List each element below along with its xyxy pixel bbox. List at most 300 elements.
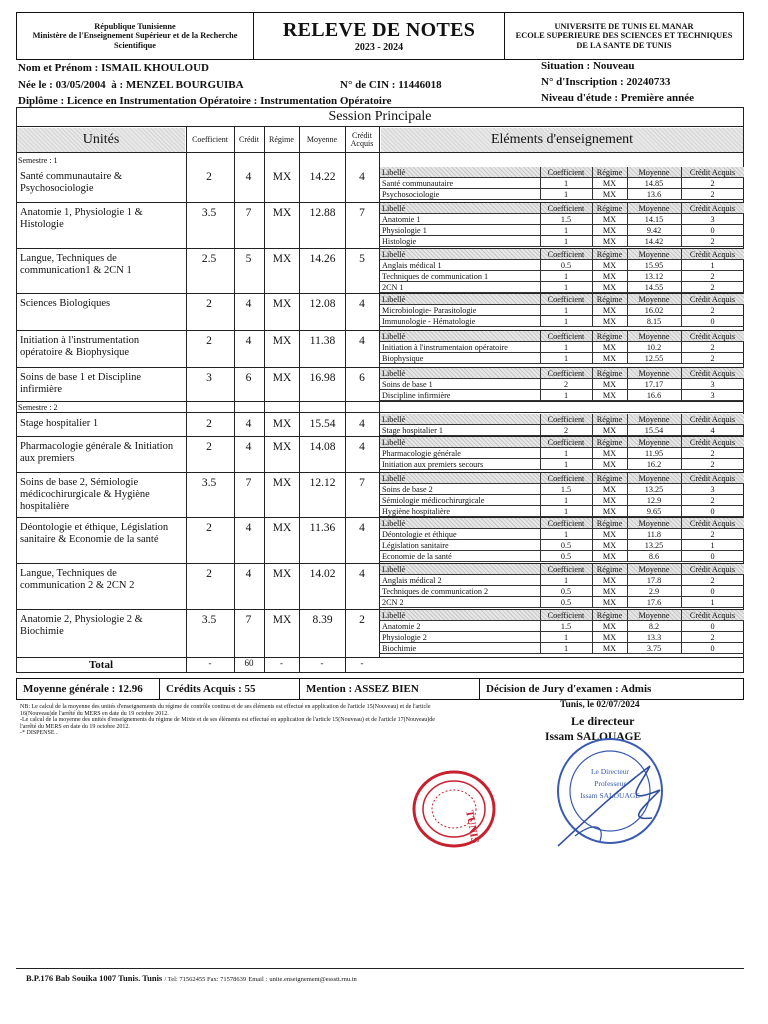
element-col-divider bbox=[681, 610, 682, 654]
ministry-label: Ministère de l'Enseignement Supérieur et de la Recherche Scientifique bbox=[32, 31, 238, 50]
level-label: Niveau d'étude : bbox=[541, 92, 618, 104]
sub-header-credit-acquis: Crédit Acquis bbox=[689, 415, 736, 424]
element-row bbox=[380, 425, 744, 436]
sub-header-moyenne: Moyenne bbox=[638, 565, 670, 574]
unit-moyenne: 15.54 bbox=[309, 418, 336, 430]
unit-coefficient: 2 bbox=[206, 335, 212, 347]
elements-table bbox=[380, 167, 744, 200]
unit-moyenne: 11.38 bbox=[309, 335, 336, 347]
unit-credit-acquis: 6 bbox=[359, 372, 365, 384]
element-cell: 3 bbox=[710, 485, 715, 494]
unit-regime: MX bbox=[272, 418, 292, 430]
sub-header-regime: Régime bbox=[596, 295, 623, 304]
element-cell: 1.5 bbox=[560, 485, 572, 494]
element-cell: Microbiologie- Parasitologie bbox=[382, 306, 477, 315]
document-header bbox=[16, 12, 744, 60]
situation-line bbox=[541, 60, 635, 72]
sub-header-moyenne: Moyenne bbox=[638, 204, 670, 213]
element-col-divider bbox=[627, 368, 628, 401]
unit-name: Anatomie 1, Physiologie 1 & Histologie bbox=[20, 207, 143, 230]
element-cell: 0.5 bbox=[560, 552, 572, 561]
element-cell: 14.85 bbox=[644, 179, 664, 188]
unit-moyenne: 12.08 bbox=[309, 298, 336, 310]
title-box bbox=[254, 12, 504, 60]
element-cell: 1 bbox=[563, 530, 569, 539]
element-cell: Histologie bbox=[382, 237, 417, 246]
sub-header-moyenne: Moyenne bbox=[638, 474, 670, 483]
element-cell: 12.55 bbox=[644, 354, 664, 363]
element-cell: MX bbox=[602, 507, 617, 516]
element-col-divider bbox=[592, 294, 593, 327]
element-cell: MX bbox=[602, 391, 617, 400]
element-col-divider bbox=[681, 249, 682, 293]
student-name: ISMAIL KHOULOUD bbox=[101, 62, 209, 74]
element-cell: 3 bbox=[710, 391, 715, 400]
element-cell: 2 bbox=[710, 576, 715, 585]
jury-decision: Décision de Jury d'examen : Admis bbox=[486, 683, 652, 695]
element-cell: Biophysique bbox=[382, 354, 424, 363]
header-units: Unités bbox=[82, 132, 120, 147]
elements-table bbox=[380, 437, 744, 470]
element-col-divider bbox=[592, 331, 593, 364]
element-col-divider bbox=[627, 610, 628, 654]
element-col-divider bbox=[540, 294, 541, 327]
unit-name: Langue, Techniques de communication 2 & 2CN 2 bbox=[20, 568, 135, 591]
unit-credit: 4 bbox=[245, 441, 252, 453]
sub-header-moyenne: Moyenne bbox=[638, 168, 670, 177]
element-col-divider bbox=[627, 473, 628, 517]
elements-table bbox=[380, 518, 744, 562]
element-cell: 13.6 bbox=[646, 190, 662, 199]
unit-credit: 6 bbox=[245, 372, 252, 384]
element-row bbox=[380, 575, 744, 586]
total-coefficient: - bbox=[208, 658, 212, 668]
unit-regime: MX bbox=[272, 477, 292, 489]
element-col-divider bbox=[627, 414, 628, 436]
unit-coefficient: 2 bbox=[206, 568, 212, 580]
unit-regime: MX bbox=[272, 253, 292, 265]
elements-header-row bbox=[380, 437, 744, 448]
element-cell: 2 bbox=[710, 272, 715, 281]
birth-date: 03/05/2004 bbox=[55, 79, 106, 91]
total-label: Total bbox=[88, 659, 114, 671]
credits-acquired: Crédits Acquis : 55 bbox=[160, 679, 300, 699]
element-cell: 15.95 bbox=[644, 261, 664, 270]
unit-credit-acquis: 4 bbox=[359, 522, 365, 534]
element-cell: MX bbox=[602, 343, 617, 352]
element-cell: MX bbox=[602, 215, 617, 224]
sub-header-moyenne: Moyenne bbox=[638, 519, 670, 528]
sub-header-regime: Régime bbox=[596, 369, 623, 378]
element-col-divider bbox=[681, 294, 682, 327]
element-col-divider bbox=[681, 331, 682, 364]
element-cell: 2 bbox=[710, 449, 715, 458]
element-cell: MX bbox=[602, 552, 617, 561]
element-cell: MX bbox=[602, 380, 617, 389]
university-label: UNIVERSITE DE TUNIS EL MANAR bbox=[554, 22, 694, 32]
element-col-divider bbox=[592, 564, 593, 608]
footer-address: B.P.176 Bab Souika 1007 Tunis. Tunis bbox=[26, 973, 163, 983]
diploma-value: Licence en Instrumentation Opératoire : Instrumentation Opératoire bbox=[66, 95, 392, 107]
student-name-label: Nom et Prénom : bbox=[18, 62, 99, 74]
sub-header-credit-acquis: Crédit Acquis bbox=[689, 438, 736, 447]
unit-credit-acquis: 7 bbox=[359, 477, 365, 489]
sub-header-moyenne: Moyenne bbox=[638, 611, 670, 620]
element-cell: Economie de la santé bbox=[382, 552, 452, 561]
unit-moyenne: 14.02 bbox=[309, 568, 336, 580]
footnote: NB: Le calcul de la moyenne des unités d'enseignements du régime de contrôle continu et de ses éléments est effectué en application de l'article 15(Nouveau) et de l'article 16(Nouveau)de l'arrêté du MERS en date du 19 octobre 2012. bbox=[20, 704, 431, 717]
element-cell: 14.15 bbox=[644, 215, 664, 224]
unit-credit-acquis: 4 bbox=[359, 568, 365, 580]
element-cell: 2 bbox=[710, 306, 715, 315]
element-row bbox=[380, 225, 744, 236]
element-cell: Pharmacologie générale bbox=[382, 449, 461, 458]
sub-header-regime: Régime bbox=[596, 565, 623, 574]
element-row bbox=[380, 214, 744, 225]
sub-header-credit-acquis: Crédit Acquis bbox=[689, 204, 736, 213]
element-cell: Anatomie 1 bbox=[382, 215, 421, 224]
element-col-divider bbox=[681, 167, 682, 200]
unit-credit: 4 bbox=[245, 418, 252, 430]
header-credit: Crédit bbox=[239, 135, 259, 144]
row-divider bbox=[16, 152, 744, 153]
element-cell: 8.6 bbox=[648, 552, 660, 561]
footer-email: unite.enseignement@essstt.rnu.tn bbox=[269, 976, 357, 983]
element-cell: 3.75 bbox=[646, 644, 662, 653]
elements-header-row bbox=[380, 414, 744, 425]
unit-moyenne: 8.39 bbox=[312, 614, 333, 626]
elements-header-row bbox=[380, 249, 744, 260]
element-col-divider bbox=[627, 167, 628, 200]
element-cell: 1 bbox=[563, 391, 569, 400]
birth-place: MENZEL BOURGUIBA bbox=[125, 79, 244, 91]
element-col-divider bbox=[540, 331, 541, 364]
unit-moyenne: 12.12 bbox=[309, 477, 336, 489]
unit-regime: MX bbox=[272, 568, 292, 580]
element-col-divider bbox=[592, 610, 593, 654]
element-cell: 1 bbox=[563, 633, 569, 642]
elements-table bbox=[380, 564, 744, 608]
element-row bbox=[380, 529, 744, 540]
elements-header-row bbox=[380, 203, 744, 214]
element-cell: 1 bbox=[563, 644, 569, 653]
element-row bbox=[380, 484, 744, 495]
element-cell: MX bbox=[602, 306, 617, 315]
element-row bbox=[380, 189, 744, 200]
element-col-divider bbox=[592, 518, 593, 562]
unit-name: Sciences Biologiques bbox=[20, 298, 111, 309]
sub-header-libelle: Libellé bbox=[382, 168, 406, 177]
unit-name: Santé communautaire & Psychosociologie bbox=[20, 171, 123, 194]
element-cell: MX bbox=[602, 485, 617, 494]
elements-header-row bbox=[380, 518, 744, 529]
element-col-divider bbox=[540, 203, 541, 247]
unit-coefficient: 2 bbox=[206, 418, 212, 430]
elements-table bbox=[380, 610, 744, 654]
element-cell: 2 bbox=[710, 633, 715, 642]
element-row bbox=[380, 632, 744, 643]
element-row bbox=[380, 597, 744, 608]
ministry-box bbox=[16, 12, 254, 60]
sub-header-coefficient: Coefficient bbox=[547, 565, 585, 574]
unit-name: Soins de base 2, Sémiologie médicochirurgicale & Hygiène hospitalière bbox=[20, 477, 150, 512]
level-value: Première année bbox=[620, 92, 694, 104]
header-coefficient: Coefficient bbox=[192, 135, 228, 144]
element-row bbox=[380, 178, 744, 189]
element-col-divider bbox=[627, 518, 628, 562]
cin-number: 11446018 bbox=[398, 79, 442, 91]
element-cell: 1 bbox=[563, 237, 569, 246]
element-col-divider bbox=[681, 414, 682, 436]
unit-coefficient: 3.5 bbox=[201, 207, 217, 219]
elements-header-row bbox=[380, 331, 744, 342]
element-cell: Anglais médical 1 bbox=[382, 261, 442, 270]
element-cell: 12.9 bbox=[646, 496, 662, 505]
footer-phones: / Tel: 71562455 Fax: 71578639 bbox=[164, 976, 247, 983]
element-cell: 8.15 bbox=[646, 317, 662, 326]
element-cell: 2 bbox=[710, 190, 715, 199]
element-cell: 0 bbox=[710, 507, 715, 516]
row-divider bbox=[16, 657, 744, 658]
place-date: Tunis, le 02/07/2024 bbox=[560, 700, 640, 710]
element-cell: 1 bbox=[563, 449, 569, 458]
element-cell: MX bbox=[602, 426, 617, 435]
element-cell: Physiologie 1 bbox=[382, 226, 427, 235]
element-cell: 16.2 bbox=[646, 460, 662, 469]
sub-header-credit-acquis: Crédit Acquis bbox=[689, 611, 736, 620]
element-cell: 1 bbox=[563, 496, 569, 505]
inscription-number: 20240733 bbox=[626, 76, 671, 88]
element-cell: 15.54 bbox=[644, 426, 664, 435]
element-cell: Techniques de communication 2 bbox=[382, 587, 489, 596]
cin-label: N° de CIN : bbox=[340, 79, 396, 91]
sub-header-coefficient: Coefficient bbox=[547, 519, 585, 528]
sub-header-regime: Régime bbox=[596, 332, 623, 341]
element-cell: 2 bbox=[710, 530, 715, 539]
element-cell: 1 bbox=[563, 576, 569, 585]
element-cell: Initiation aux premiers secours bbox=[382, 460, 484, 469]
element-row bbox=[380, 506, 744, 517]
birth-label: Née le : bbox=[18, 79, 53, 91]
total-moyenne: - bbox=[320, 658, 324, 668]
element-cell: 2.9 bbox=[648, 587, 660, 596]
stamp-line: Issam SALOUAGE bbox=[580, 791, 640, 800]
header-moyenne: Moyenne bbox=[306, 135, 338, 144]
element-cell: Physiologie 2 bbox=[382, 633, 427, 642]
unit-credit: 7 bbox=[245, 477, 252, 489]
element-col-divider bbox=[681, 518, 682, 562]
element-cell: MX bbox=[602, 272, 617, 281]
sub-header-regime: Régime bbox=[596, 611, 623, 620]
unit-regime: MX bbox=[272, 614, 292, 626]
element-cell: 17.8 bbox=[646, 576, 662, 585]
element-col-divider bbox=[681, 437, 682, 470]
unit-name: Stage hospitalier 1 bbox=[20, 418, 99, 429]
element-col-divider bbox=[540, 414, 541, 436]
sub-header-libelle: Libellé bbox=[382, 204, 406, 213]
element-row bbox=[380, 305, 744, 316]
element-cell: 10.2 bbox=[646, 343, 662, 352]
element-cell: 3 bbox=[710, 215, 715, 224]
element-col-divider bbox=[592, 473, 593, 517]
sub-header-credit-acquis: Crédit Acquis bbox=[689, 369, 736, 378]
element-cell: 2 bbox=[563, 380, 569, 389]
unit-coefficient: 3 bbox=[206, 372, 212, 384]
element-cell: 9.65 bbox=[646, 507, 662, 516]
unit-credit: 4 bbox=[245, 171, 252, 183]
element-cell: 4 bbox=[710, 426, 715, 435]
element-col-divider bbox=[627, 331, 628, 364]
unit-moyenne: 12.88 bbox=[309, 207, 336, 219]
footer-rule bbox=[16, 968, 744, 969]
element-cell: Stage hospitalier 1 bbox=[382, 426, 443, 435]
element-col-divider bbox=[592, 414, 593, 436]
unit-regime: MX bbox=[272, 298, 292, 310]
element-row bbox=[380, 551, 744, 562]
unit-credit: 4 bbox=[245, 522, 252, 534]
element-cell: 1.5 bbox=[560, 215, 572, 224]
unit-regime: MX bbox=[272, 441, 292, 453]
element-cell: MX bbox=[602, 179, 617, 188]
element-col-divider bbox=[681, 564, 682, 608]
element-cell: 2 bbox=[710, 354, 715, 363]
element-cell: MX bbox=[602, 530, 617, 539]
unit-credit: 7 bbox=[245, 614, 252, 626]
element-col-divider bbox=[592, 368, 593, 401]
sub-header-regime: Régime bbox=[596, 204, 623, 213]
element-cell: 1 bbox=[563, 306, 569, 315]
element-cell: Immunologie - Hématologie bbox=[382, 317, 476, 326]
element-cell: 3 bbox=[710, 380, 715, 389]
level-line bbox=[541, 92, 694, 104]
element-cell: 2 bbox=[563, 426, 569, 435]
sub-header-moyenne: Moyenne bbox=[638, 369, 670, 378]
inscription-line bbox=[541, 76, 670, 88]
element-cell: MX bbox=[602, 496, 617, 505]
elements-table bbox=[380, 368, 744, 401]
element-cell: 0 bbox=[710, 226, 715, 235]
element-cell: 0 bbox=[710, 587, 715, 596]
sub-header-coefficient: Coefficient bbox=[547, 250, 585, 259]
unit-moyenne: 14.26 bbox=[309, 253, 336, 265]
element-cell: 11.8 bbox=[646, 530, 662, 539]
sub-header-coefficient: Coefficient bbox=[547, 295, 585, 304]
birth-line bbox=[18, 79, 244, 91]
row-divider bbox=[16, 401, 744, 402]
element-col-divider bbox=[592, 203, 593, 247]
unit-moyenne: 14.08 bbox=[309, 441, 336, 453]
unit-regime: MX bbox=[272, 335, 292, 347]
element-row bbox=[380, 316, 744, 327]
element-cell: 2 bbox=[710, 283, 715, 292]
academic-year: 2023 - 2024 bbox=[354, 42, 404, 53]
unit-regime: MX bbox=[272, 171, 292, 183]
sub-header-regime: Régime bbox=[596, 168, 623, 177]
element-row bbox=[380, 643, 744, 654]
element-cell: 1 bbox=[563, 272, 569, 281]
sub-header-libelle: Libellé bbox=[382, 611, 406, 620]
unit-coefficient: 2 bbox=[206, 441, 212, 453]
element-cell: 0 bbox=[710, 644, 715, 653]
red-seal-text: TUNIS bbox=[463, 809, 481, 845]
element-cell: 2CN 2 bbox=[382, 598, 404, 607]
sub-header-libelle: Libellé bbox=[382, 250, 406, 259]
element-cell: 13.3 bbox=[646, 633, 662, 642]
unit-regime: MX bbox=[272, 372, 292, 384]
element-cell: 2CN 1 bbox=[382, 283, 404, 292]
element-cell: 0 bbox=[710, 622, 715, 631]
element-cell: 1 bbox=[563, 507, 569, 516]
element-row bbox=[380, 586, 744, 597]
element-cell: 1 bbox=[563, 317, 569, 326]
element-row bbox=[380, 390, 744, 401]
element-col-divider bbox=[592, 249, 593, 293]
element-cell: MX bbox=[602, 226, 617, 235]
element-cell: 1 bbox=[563, 283, 569, 292]
element-col-divider bbox=[627, 249, 628, 293]
unit-credit-acquis: 7 bbox=[359, 207, 365, 219]
sub-header-regime: Régime bbox=[596, 474, 623, 483]
element-cell: 11.95 bbox=[644, 449, 664, 458]
unit-credit-acquis: 4 bbox=[359, 441, 365, 453]
element-cell: 17.6 bbox=[646, 598, 662, 607]
element-col-divider bbox=[540, 437, 541, 470]
sub-header-regime: Régime bbox=[596, 438, 623, 447]
element-cell: 1 bbox=[563, 460, 569, 469]
sub-header-moyenne: Moyenne bbox=[638, 295, 670, 304]
mention: Mention : ASSEZ BIEN bbox=[300, 679, 480, 699]
element-cell: MX bbox=[602, 261, 617, 270]
elements-header-row bbox=[380, 294, 744, 305]
elements-table bbox=[380, 294, 744, 327]
sub-header-regime: Régime bbox=[596, 519, 623, 528]
element-row bbox=[380, 495, 744, 506]
element-cell: 1 bbox=[563, 190, 569, 199]
general-average: Moyenne générale : 12.96 bbox=[17, 679, 160, 699]
unit-regime: MX bbox=[272, 207, 292, 219]
stamp-line: Le Directeur bbox=[590, 767, 630, 776]
element-row bbox=[380, 260, 744, 271]
element-col-divider bbox=[540, 473, 541, 517]
element-col-divider bbox=[540, 368, 541, 401]
element-cell: 0.5 bbox=[560, 598, 572, 607]
elements-table bbox=[380, 331, 744, 364]
element-row bbox=[380, 379, 744, 390]
elements-header-row bbox=[380, 368, 744, 379]
element-cell: MX bbox=[602, 622, 617, 631]
element-cell: 1 bbox=[563, 179, 569, 188]
element-cell: 8.2 bbox=[648, 622, 660, 631]
element-cell: Biochimie bbox=[382, 644, 417, 653]
element-cell: 13.12 bbox=[644, 272, 664, 281]
sub-header-credit-acquis: Crédit Acquis bbox=[689, 332, 736, 341]
element-cell: 2 bbox=[710, 460, 715, 469]
element-cell: Soins de base 2 bbox=[382, 485, 433, 494]
element-row bbox=[380, 353, 744, 364]
element-cell: 0 bbox=[710, 317, 715, 326]
birth-place-label: à : bbox=[111, 79, 124, 91]
element-col-divider bbox=[540, 610, 541, 654]
sub-header-moyenne: Moyenne bbox=[638, 332, 670, 341]
element-cell: Discipline infirmière bbox=[382, 391, 451, 400]
element-cell: Initiation à l'instrumentaion opératoire bbox=[382, 343, 508, 352]
elements-table bbox=[380, 414, 744, 436]
director-stamp-icon bbox=[540, 726, 670, 856]
situation-label: Situation : bbox=[541, 60, 591, 72]
sub-header-libelle: Libellé bbox=[382, 369, 406, 378]
element-cell: 2 bbox=[710, 343, 715, 352]
element-col-divider bbox=[627, 203, 628, 247]
